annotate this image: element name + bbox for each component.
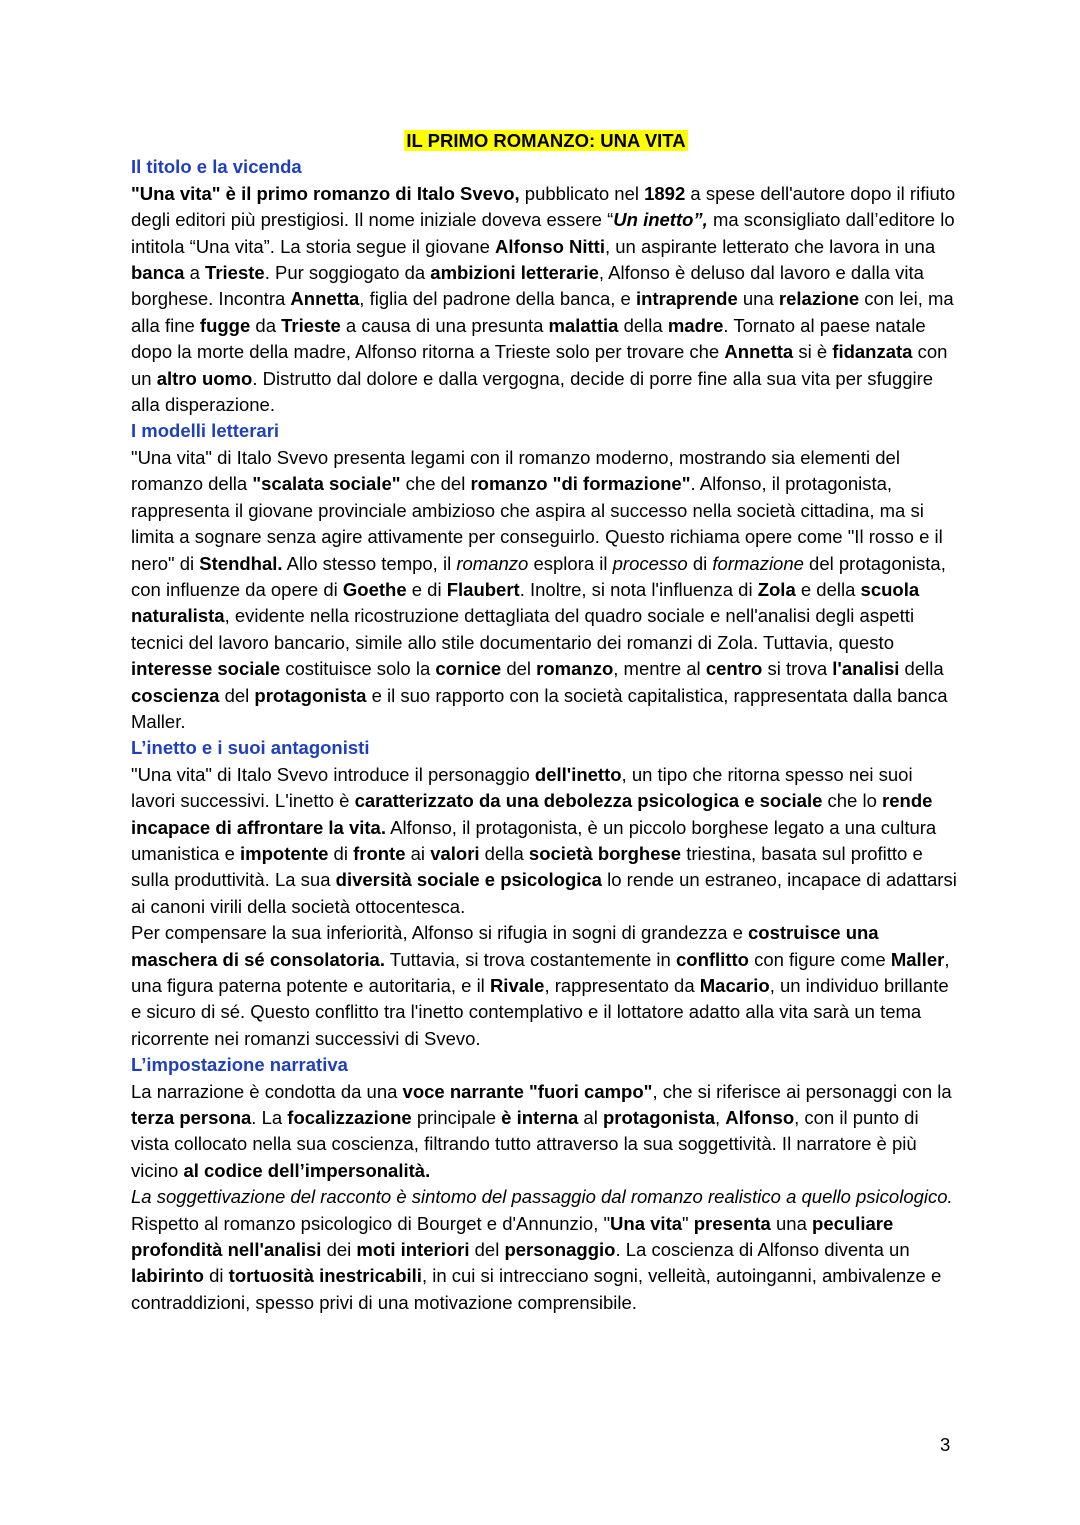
bold-text: fugge bbox=[199, 314, 251, 336]
text-run: della bbox=[479, 842, 529, 864]
text-run: , che si riferisce ai personaggi con la bbox=[652, 1080, 952, 1102]
bold-text: diversità sociale e psicologica bbox=[335, 869, 602, 891]
document-page bbox=[131, 128, 961, 1316]
text-run: . La bbox=[251, 1107, 288, 1129]
italic-text: La soggettivazione del racconto è sintomo del passaggio dal romanzo realistico a quello psicologico. bbox=[131, 1186, 953, 1208]
bold-text: Stendhal. bbox=[199, 552, 283, 574]
body-paragraph bbox=[131, 181, 961, 419]
text-run: che lo bbox=[822, 790, 883, 812]
bold-text: rende incapace di affrontare la vita. bbox=[131, 790, 933, 838]
bold-text: Alfonso bbox=[725, 1107, 795, 1129]
text-run: con un bbox=[131, 341, 948, 389]
bold-text: "scalata sociale" bbox=[252, 473, 401, 495]
text-run: al bbox=[578, 1107, 603, 1129]
text-run: una bbox=[737, 288, 779, 310]
bold-text: moti interiori bbox=[356, 1239, 470, 1261]
text-run: , figlia del padrone della banca, e bbox=[359, 288, 636, 310]
text-run: . Tornato al paese natale dopo la morte della madre, Alfonso ritorna a Trieste solo per trovare che bbox=[131, 314, 926, 363]
body-paragraph bbox=[131, 1211, 961, 1317]
text-run: a causa di una presunta bbox=[340, 314, 549, 336]
bold-text: Alfonso Nitti bbox=[495, 235, 605, 257]
bold-text: dell'inetto bbox=[534, 763, 622, 785]
bold-text: cornice bbox=[435, 658, 502, 680]
text-run: "Una vita" di Italo Svevo introduce il personaggio bbox=[131, 763, 535, 785]
bold-text: Annetta bbox=[724, 341, 794, 363]
text-run: . La coscienza di Alfonso diventa un bbox=[615, 1239, 910, 1261]
text-run: Per compensare la sua inferiorità, Alfonso si rifugia in sogni di grandezza e bbox=[131, 922, 749, 944]
body-paragraph bbox=[131, 445, 961, 735]
text-run: , bbox=[714, 1107, 726, 1129]
bold-text: 1892 bbox=[644, 182, 686, 204]
text-run: si trova bbox=[762, 658, 833, 680]
text-run: ai bbox=[405, 842, 431, 864]
text-run: della bbox=[618, 314, 668, 336]
bold-text: labirinto bbox=[131, 1265, 204, 1287]
text-run: pubblicato nel bbox=[519, 182, 645, 204]
bold-text: personaggio bbox=[504, 1239, 616, 1261]
title-wrap bbox=[131, 128, 961, 154]
text-run: costituisce solo la bbox=[280, 658, 436, 680]
body-paragraph bbox=[131, 1079, 961, 1185]
text-run: della bbox=[899, 658, 944, 680]
text-run: Rispetto al romanzo psicologico di Bourget e d'Annunzio, " bbox=[131, 1212, 611, 1234]
text-run: del bbox=[501, 658, 537, 680]
section-heading: I modelli letterari bbox=[131, 420, 280, 442]
bold-text: presenta bbox=[693, 1212, 771, 1234]
text-run: , un individuo brillante e sicuro di sé. Questo conflitto tra l'inetto contemplativo e il lottatore adatto alla vita sarà un tema ricorrente nei romanzi successivi di Svevo. bbox=[131, 975, 949, 1049]
text-run: a bbox=[184, 262, 206, 284]
bold-text: romanzo "di formazione" bbox=[470, 473, 691, 495]
text-run: Tuttavia, si trova costantemente in bbox=[384, 948, 676, 970]
text-run: . Pur soggiogato da bbox=[264, 262, 431, 284]
bold-text: scuola naturalista bbox=[131, 578, 920, 627]
text-run: principale bbox=[411, 1107, 502, 1129]
bold-text: relazione bbox=[778, 288, 860, 310]
bold-text: costruisce una maschera di sé consolatoria. bbox=[131, 922, 879, 970]
bold-text: fidanzata bbox=[832, 341, 913, 363]
bold-text: è interna bbox=[501, 1107, 579, 1129]
page-number: 3 bbox=[940, 1434, 951, 1455]
bold-text: valori bbox=[430, 842, 480, 864]
bold-text: caratterizzato da una debolezza psicologica e sociale bbox=[354, 790, 823, 812]
text-run: del bbox=[469, 1239, 505, 1261]
bold-text: al codice dell’impersonalità. bbox=[183, 1159, 431, 1181]
text-run: che del bbox=[400, 473, 471, 495]
bold-text: interesse sociale bbox=[131, 658, 281, 680]
text-run: . Distrutto dal dolore e dalla vergogna, decide di porre fine alla sua vita per sfuggire alla disperazione. bbox=[131, 367, 934, 416]
text-run: , evidente nella ricostruzione dettagliata del quadro sociale e nell'analisi degli aspetti tecnici del lavoro bancario, simile allo stile documentario dei romanzi di Zola. Tuttavia, questo bbox=[131, 605, 915, 653]
bold-text: Zola bbox=[757, 578, 796, 600]
bold-text: intraprende bbox=[635, 288, 738, 310]
text-run: con figure come bbox=[748, 948, 891, 970]
text-run: da bbox=[250, 314, 282, 336]
bold-text: conflitto bbox=[675, 948, 749, 970]
text-run: triestina, basata sul profitto e sulla produttività. La sua bbox=[131, 842, 923, 891]
text-run: ma sconsigliato dall’editore lo intitola “Una vita”. La storia segue il giovane bbox=[131, 209, 955, 257]
section-heading: L’impostazione narrativa bbox=[131, 1054, 348, 1076]
bold-text: Flaubert bbox=[446, 578, 520, 600]
bold-text: "Una vita" è il primo romanzo di Italo Svevo, bbox=[131, 182, 520, 204]
text-run: "Una vita" di Italo Svevo presenta legami con il romanzo moderno, mostrando sia elementi del romanzo della bbox=[131, 446, 900, 495]
bold-text: voce narrante "fuori campo" bbox=[402, 1080, 653, 1102]
italic-text: processo bbox=[612, 552, 688, 574]
bold-text: Trieste bbox=[205, 262, 265, 284]
bold-text: altro uomo bbox=[156, 367, 253, 389]
italic-text: romanzo bbox=[456, 552, 529, 574]
text-run: del bbox=[219, 684, 255, 706]
text-run: una bbox=[770, 1212, 813, 1234]
bold-text: società borghese bbox=[528, 842, 682, 864]
bold-text: focalizzazione bbox=[287, 1107, 412, 1129]
text-run: esplora il bbox=[528, 552, 613, 574]
bold-text: centro bbox=[705, 658, 763, 680]
bold-text: ambizioni letterarie bbox=[430, 262, 599, 284]
text-run: di bbox=[328, 842, 354, 864]
text-run: Allo stesso tempo, il bbox=[282, 552, 457, 574]
section-heading: L’inetto e i suoi antagonisti bbox=[131, 737, 370, 759]
body-paragraph bbox=[131, 920, 961, 1052]
text-run: del protagonista, con influenze da opere di bbox=[131, 552, 946, 600]
text-run: , mentre al bbox=[613, 658, 706, 680]
text-run: , rappresentato da bbox=[544, 975, 700, 996]
bold-text: banca bbox=[131, 262, 185, 284]
text-run: , in cui si intrecciano sogni, velleità, autoinganni, ambivalenze e contraddizioni, spesso privi di una motivazione comprensibile. bbox=[131, 1265, 942, 1313]
bold-text: tortuosità inestricabili bbox=[228, 1265, 422, 1287]
text-run: e il suo rapporto con la società capitalistica, rappresentata dalla banca Maller. bbox=[131, 684, 948, 732]
bold-text: romanzo bbox=[536, 658, 614, 680]
bold-text: Trieste bbox=[281, 314, 341, 336]
bold-text: fronte bbox=[353, 842, 406, 864]
text-run: " bbox=[682, 1212, 694, 1234]
italic-text: formazione bbox=[712, 552, 804, 574]
section-heading: Il titolo e la vicenda bbox=[131, 156, 302, 178]
text-run: si è bbox=[793, 341, 833, 363]
text-run: , con il punto di vista collocato nella sua coscienza, filtrando tutto attraverso la sua soggettività. Il narratore è più vicino bbox=[131, 1107, 919, 1181]
bold-text: Macario bbox=[699, 975, 770, 996]
bold-text: Un inetto”, bbox=[613, 209, 708, 231]
text-run: a spese dell'autore dopo il rifiuto degli editori più prestigiosi. Il nome iniziale doveva essere “ bbox=[131, 182, 956, 231]
body-paragraph bbox=[131, 1184, 961, 1210]
text-run: e di bbox=[406, 578, 447, 600]
bold-text: Goethe bbox=[342, 578, 407, 600]
bold-text: coscienza bbox=[131, 684, 220, 706]
document-body bbox=[131, 154, 961, 1316]
bold-text: Maller bbox=[890, 948, 945, 970]
bold-text: terza persona bbox=[131, 1107, 252, 1129]
text-run: e della bbox=[795, 578, 861, 600]
text-run: di bbox=[203, 1265, 229, 1287]
bold-text: impotente bbox=[240, 842, 329, 864]
bold-text: Annetta bbox=[290, 288, 360, 310]
text-run: di bbox=[687, 552, 713, 574]
text-run: . Inoltre, si nota l'influenza di bbox=[519, 578, 758, 600]
body-paragraph bbox=[131, 762, 961, 920]
text-run: , un aspirante letterato che lavora in una bbox=[604, 235, 936, 257]
text-run: , Alfonso è deluso dal lavoro e dalla vita borghese. Incontra bbox=[131, 262, 924, 310]
bold-text: madre bbox=[667, 314, 724, 336]
text-run: Alfonso, il protagonista, è un piccolo borghese legato a una cultura umanistica e bbox=[131, 816, 937, 864]
bold-text: protagonista bbox=[602, 1107, 715, 1129]
text-run: . Alfonso, il protagonista, rappresenta il giovane provinciale ambizioso che aspira al successo nella società cittadina, ma si limita a sognare senza agire attivamente per conseguirlo. Questo richiama opere come "Il rosso e il nero" di bbox=[131, 473, 943, 574]
bold-text: Una vita bbox=[610, 1212, 683, 1234]
bold-text: malattia bbox=[548, 314, 619, 336]
bold-text: Rivale bbox=[489, 975, 545, 996]
text-run: , una figura paterna potente e autoritaria, e il bbox=[131, 948, 950, 996]
text-run: , un tipo che ritorna spesso nei suoi lavori successivi. L'inetto è bbox=[131, 763, 913, 812]
bold-text: protagonista bbox=[254, 684, 367, 706]
bold-text: peculiare profondità nell'analisi bbox=[131, 1212, 894, 1261]
text-run: La narrazione è condotta da una bbox=[131, 1080, 403, 1102]
bold-text: l'analisi bbox=[832, 658, 900, 680]
document-title: IL PRIMO ROMANZO: UNA VITA bbox=[406, 130, 686, 151]
text-run: dei bbox=[321, 1239, 357, 1261]
text-run: con lei, ma alla fine bbox=[131, 288, 954, 336]
text-run: lo rende un estraneo, incapace di adattarsi ai canoni virili della società ottocentesca. bbox=[131, 869, 957, 917]
